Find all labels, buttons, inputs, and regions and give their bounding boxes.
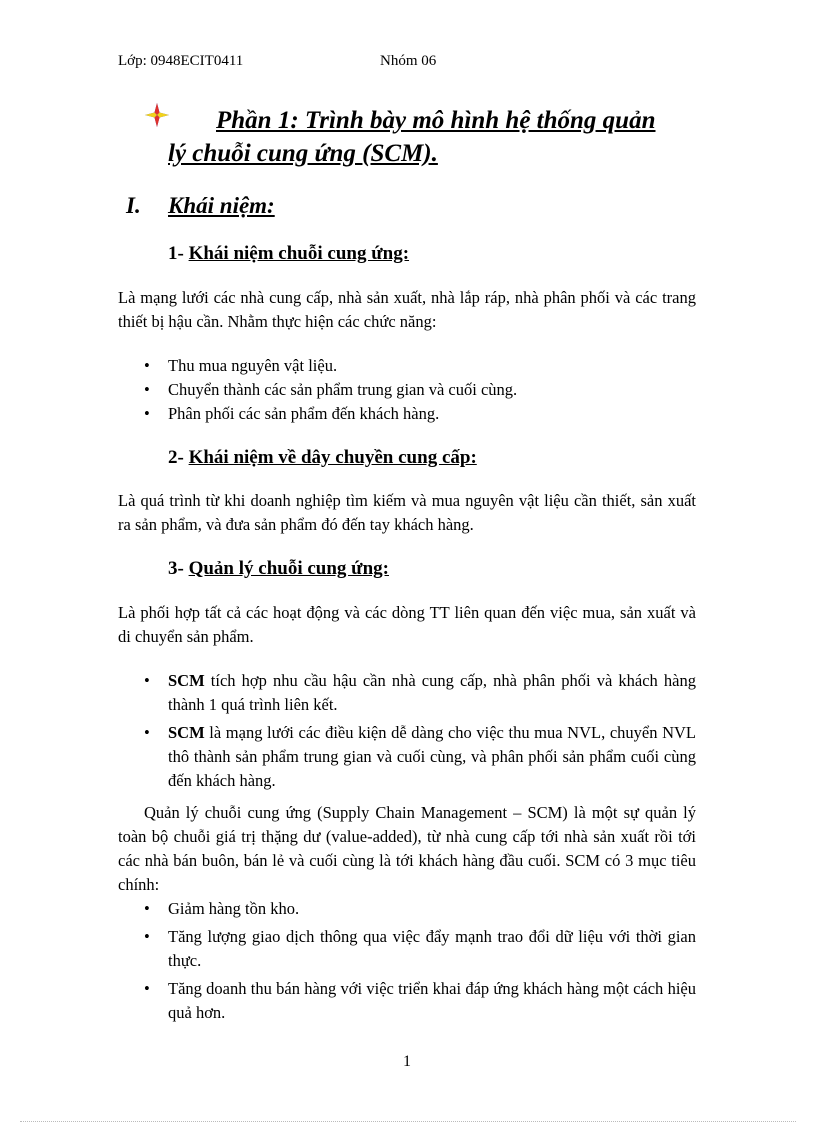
bullet-list-1 <box>142 354 696 426</box>
bullet-dot-icon: • <box>144 899 150 918</box>
part-title <box>168 104 708 170</box>
subheading-2-prefix: 2- <box>168 447 189 468</box>
keyword: SCM <box>168 671 205 690</box>
paragraph-2: Là quá trình từ khi doanh nghiệp tìm kiếm và mua nguyên vật liệu cần thiết, sản xuất ra sản phẩm, và đưa sản phẩm đó đến tay khách hàng. <box>118 491 696 534</box>
keyword: SCM <box>168 723 205 742</box>
subheading-2 <box>168 447 477 469</box>
paragraph-1: Là mạng lưới các nhà cung cấp, nhà sản xuất, nhà lắp ráp, nhà phân phối và các trang thiết bị hậu cần. Nhằm thực hiện các chức năng: <box>118 288 696 331</box>
paragraph-3: Là phối hợp tất cả các hoạt động và các dòng TT liên quan đến việc mua, sản xuất và di chuyển sản phẩm. <box>118 603 696 646</box>
subheading-3-title: Quản lý chuỗi cung ứng: <box>188 558 389 579</box>
subheading-3-prefix: 3- <box>168 558 189 579</box>
part-title-line1: Phần 1: Trình bày mô hình hệ thống quản <box>216 107 656 134</box>
bullet-dot-icon: • <box>144 356 150 375</box>
list-item: • Thu mua nguyên vật liệu. <box>142 354 696 378</box>
goals-list <box>142 897 696 1029</box>
four-point-star-icon <box>144 102 170 128</box>
paragraph-4: Quản lý chuỗi cung ứng (Supply Chain Management – SCM) là một sự quản lý toàn bộ chuỗi giá trị thặng dư (value-added), từ nhà cung cấp tới nhà sản xuất rồi tới các nhà bán buôn, bán lẻ và cuối cùng là tới khách hàng đầu cuối. SCM có 3 mục tiêu chính: <box>118 803 696 894</box>
list-item: • Phân phối các sản phẩm đến khách hàng. <box>142 402 696 426</box>
page-divider <box>20 1121 796 1122</box>
list-item: • Tăng doanh thu bán hàng với việc triển khai đáp ứng khách hàng một cách hiệu quả hơn. <box>144 979 696 1022</box>
subheading-2-title: Khái niệm về dây chuyền cung cấp: <box>188 447 477 468</box>
list-item: • Chuyển thành các sản phẩm trung gian và cuối cùng. <box>142 378 696 402</box>
subheading-1-title: Khái niệm chuỗi cung ứng: <box>188 243 410 264</box>
bullet-dot-icon: • <box>144 927 150 946</box>
subheading-3 <box>168 558 389 580</box>
section-title: Khái niệm: <box>168 193 275 218</box>
page-number: 1 <box>403 1053 411 1070</box>
page-header <box>118 53 437 70</box>
subheading-1-prefix: 1- <box>168 243 189 264</box>
section-heading <box>126 193 275 219</box>
part-title-line2: lý chuỗi cung ứng (SCM). <box>168 140 438 167</box>
list-item: • SCM tích hợp nhu cầu hậu cần nhà cung cấp, nhà phân phối và khách hàng thành 1 quá trình liên kết. <box>144 671 696 714</box>
bullet-dot-icon: • <box>144 979 150 998</box>
subheading-1 <box>168 243 409 265</box>
bullet-dot-icon: • <box>144 380 150 399</box>
list-item: • Giảm hàng tồn kho. <box>142 897 696 921</box>
bullet-dot-icon: • <box>144 671 150 690</box>
bullet-dot-icon: • <box>144 404 150 423</box>
list-item: • SCM là mạng lưới các điều kiện dễ dàng cho việc thu mua NVL, chuyển NVL thô thành sản phẩm trung gian và cuối cùng, và phân phối sản phẩm cuối cùng đến khách hàng. <box>144 723 696 790</box>
class-label: Lớp: 0948ECIT0411 <box>118 53 244 69</box>
section-number: I. <box>126 193 141 218</box>
group-label: Nhóm 06 <box>380 53 437 69</box>
bullet-dot-icon: • <box>144 723 150 742</box>
list-item: • Tăng lượng giao dịch thông qua việc đẩy mạnh trao đổi dữ liệu với thời gian thực. <box>144 927 696 970</box>
bullet-list-scm <box>142 669 696 797</box>
